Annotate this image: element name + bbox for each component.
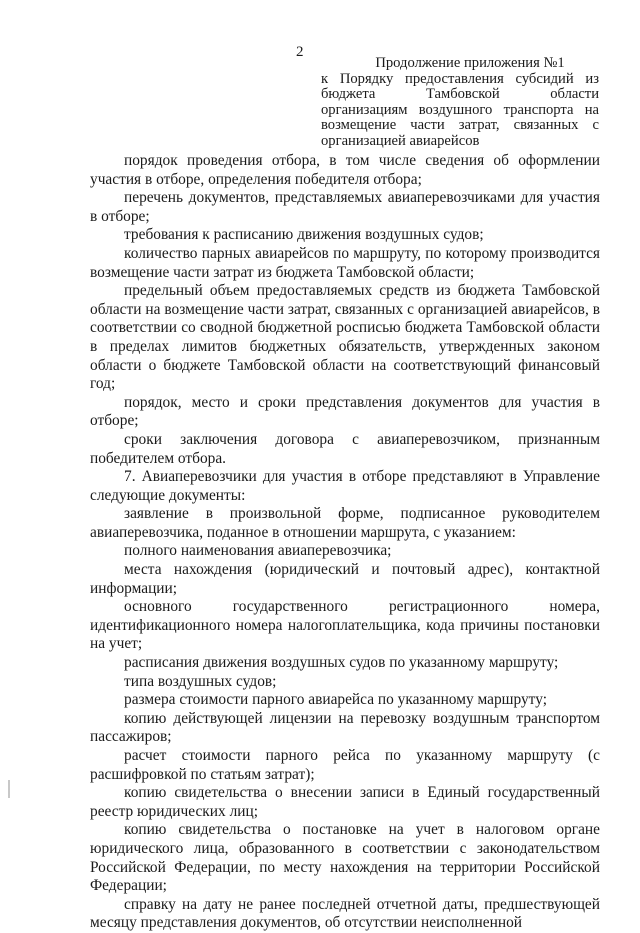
paragraph: типа воздушных судов; [124,672,277,690]
paragraph: порядок проведения отбора, в том числе сведения об оформлении участия в отборе, определения победителя отбора; [90,152,600,188]
paragraph: сроки заключения договора с авиаперевозчиком, признанным победителем отбора. [90,430,600,467]
paragraph: 7. Авиаперевозчики для участия в отборе представляют в Управление следующие документы: [90,468,600,504]
paragraph: порядок, место и сроки представления документов для участия в отборе; [90,393,600,430]
paragraph: заявление в произвольной форме, подписанное руководителем авиаперевозчика, поданное в отношении маршрута, с указанием: [90,505,600,541]
appendix-title: Продолжение приложения №1 [375,55,565,71]
page-number: 2 [296,44,304,60]
appendix-line: бюджета Тамбовской области [321,86,599,103]
paragraph: перечень документов, представляемых авиаперевозчиками для участия в отборе; [90,189,600,225]
paragraph: предельный объем предоставляемых средств из бюджета Тамбовской области на возмещение части затрат, связанных с организацией авиарейсов, в соответствии со сводной бюджетной росписью бюджета Тамбовской области в пределах лимитов бюджетных обязательств, утвержденных законом области о бюджете Тамбовской области на соответствующий финансовый год; [90,282,600,393]
paragraph: размера стоимости парного авиарейса по указанному маршруту; [124,691,547,709]
paragraph: копию свидетельства о постановке на учет в налоговом органе юридического лица, образованного в соответствии с законодательством Российской Федерации, по месту нахождения на территории Российской Федерации; [90,821,600,895]
appendix-line: организацией авиарейсов [321,132,480,149]
paragraph: основного государственного регистрационного номера, идентификационного номера налогоплательщика, кода причины постановки на учет; [90,598,600,653]
paragraph: копию свидетельства о внесении записи в Единый государственный реестр юридических лиц; [90,784,600,820]
scan-mark [8,780,10,798]
paragraph: расчет стоимости парного рейса по указанному маршруту (с расшифровкой по статьям затрат); [90,747,600,783]
appendix-line: возмещение части затрат, связанных с [321,117,599,134]
paragraph: полного наименования авиаперевозчика; [124,542,392,560]
appendix-header [321,56,599,150]
paragraph: требования к расписанию движения воздушных судов; [124,226,484,244]
appendix-line: к Порядку предоставления субсидий из [321,70,599,87]
paragraph: расписания движения воздушных судов по указанному маршруту; [124,654,559,672]
paragraph: справку на дату не ранее последней отчетной даты, предшествующей месяцу представления документов, об отсутствии неисполненной [90,895,600,932]
appendix-line: организациям воздушного транспорта на [321,101,599,118]
paragraph: копию действующей лицензии на перевозку воздушным транспортом пассажиров; [90,709,600,746]
paragraph: количество парных авиарейсов по маршруту, по которому производится возмещение части затрат из бюджета Тамбовской области; [90,244,600,281]
paragraph: места нахождения (юридический и почтовый адрес), контактной информации; [90,561,600,597]
document-body [90,152,600,933]
